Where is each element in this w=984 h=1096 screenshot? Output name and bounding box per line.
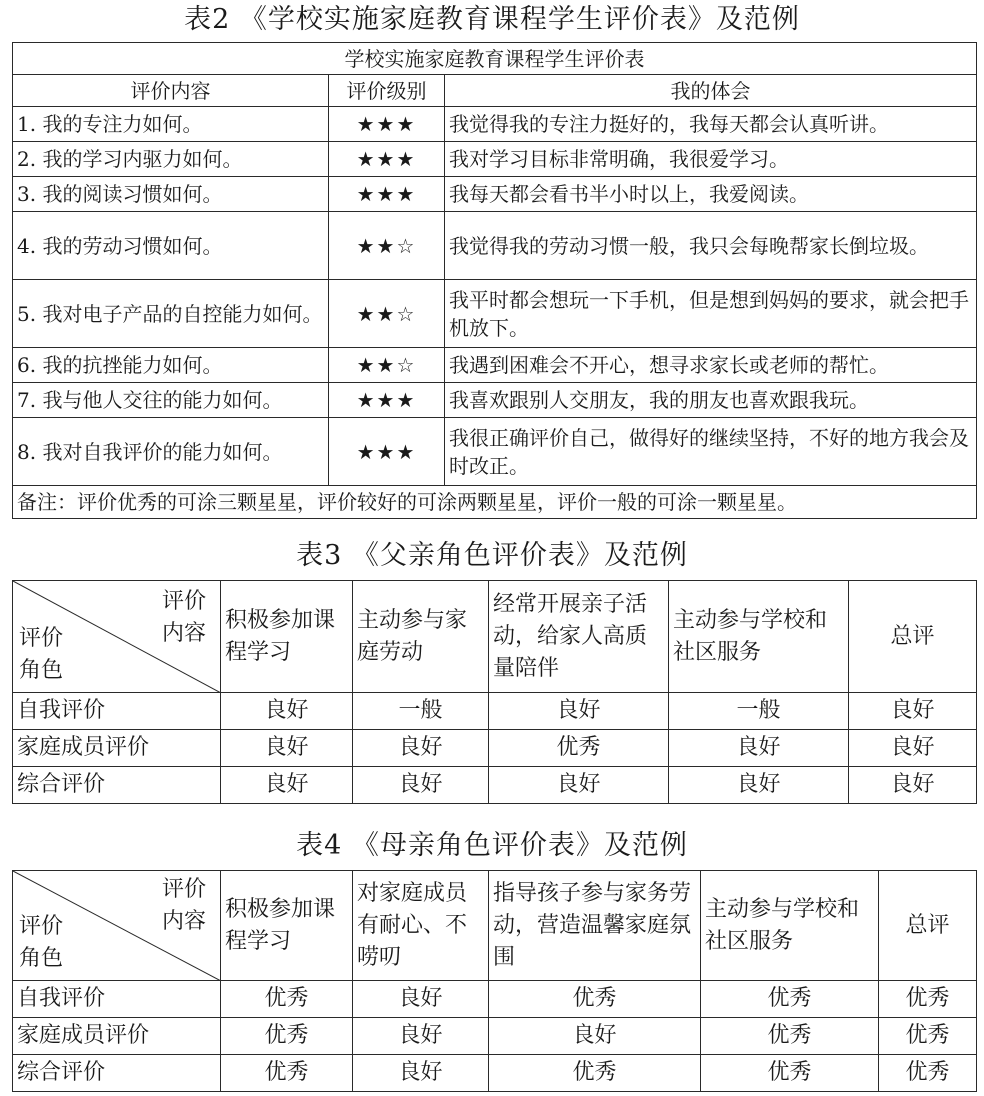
table2-note: 备注：评价优秀的可涂三颗星星，评价较好的可涂两颗星星，评价一般的可涂一颗星星。 bbox=[13, 486, 977, 519]
star-rating: ★★☆ bbox=[329, 280, 445, 348]
cell: 良好 bbox=[221, 730, 353, 767]
header-content: 评价内容 bbox=[13, 75, 329, 107]
mother-role-table bbox=[12, 870, 977, 1092]
table-row bbox=[13, 142, 977, 177]
cell: 优秀 bbox=[221, 1018, 353, 1055]
row-feeling: 我觉得我的专注力挺好的，我每天都会认真听讲。 bbox=[445, 107, 977, 142]
row-feeling: 我喜欢跟别人交朋友，我的朋友也喜欢跟我玩。 bbox=[445, 383, 977, 418]
row-content: 1. 我的专注力如何。 bbox=[13, 107, 329, 142]
corner-role: 角色 bbox=[19, 946, 64, 971]
table-row bbox=[13, 1018, 977, 1055]
header-col-3: 经常开展亲子活动，给家人高质量陪伴 bbox=[489, 581, 669, 693]
corner-eval: 评价 bbox=[19, 626, 64, 651]
star-rating: ★★★ bbox=[329, 383, 445, 418]
cell: 良好 bbox=[353, 981, 489, 1018]
table-row bbox=[13, 280, 977, 348]
row-feeling: 我每天都会看书半小时以上，我爱阅读。 bbox=[445, 177, 977, 212]
cell: 优秀 bbox=[879, 1055, 977, 1092]
row-role: 自我评价 bbox=[13, 981, 221, 1018]
table-row bbox=[13, 383, 977, 418]
table-row bbox=[13, 981, 977, 1018]
row-role: 综合评价 bbox=[13, 767, 221, 804]
table-row bbox=[13, 107, 977, 142]
header-col-1: 积极参加课程学习 bbox=[221, 581, 353, 693]
cell: 良好 bbox=[353, 1018, 489, 1055]
corner-content: 内容 bbox=[161, 909, 206, 934]
cell: 优秀 bbox=[221, 1055, 353, 1092]
table-row bbox=[13, 418, 977, 486]
cell: 优秀 bbox=[701, 1018, 879, 1055]
cell: 良好 bbox=[489, 1018, 701, 1055]
header-col-4: 主动参与学校和社区服务 bbox=[669, 581, 849, 693]
cell: 良好 bbox=[489, 767, 669, 804]
cell: 优秀 bbox=[701, 1055, 879, 1092]
cell: 良好 bbox=[221, 693, 353, 730]
table3-caption: 表3 《父亲角色评价表》及范例 bbox=[296, 540, 688, 571]
corner-role: 角色 bbox=[19, 658, 64, 683]
table4-caption: 表4 《母亲角色评价表》及范例 bbox=[296, 830, 688, 861]
row-content: 7. 我与他人交往的能力如何。 bbox=[13, 383, 329, 418]
cell: 优秀 bbox=[701, 981, 879, 1018]
cell: 良好 bbox=[353, 767, 489, 804]
cell: 良好 bbox=[353, 1055, 489, 1092]
star-rating: ★★★ bbox=[329, 177, 445, 212]
cell: 优秀 bbox=[489, 1055, 701, 1092]
star-rating: ★★☆ bbox=[329, 212, 445, 280]
cell: 一般 bbox=[669, 693, 849, 730]
header-col-2: 对家庭成员有耐心、不唠叨 bbox=[353, 871, 489, 981]
star-rating: ★★☆ bbox=[329, 348, 445, 383]
table-row bbox=[13, 767, 977, 804]
row-content: 2. 我的学习内驱力如何。 bbox=[13, 142, 329, 177]
header-col-4: 主动参与学校和社区服务 bbox=[701, 871, 879, 981]
header-col-2: 主动参与家庭劳动 bbox=[353, 581, 489, 693]
star-rating: ★★★ bbox=[329, 418, 445, 486]
table-row bbox=[13, 693, 977, 730]
cell: 优秀 bbox=[879, 1018, 977, 1055]
cell: 优秀 bbox=[879, 981, 977, 1018]
cell: 优秀 bbox=[489, 981, 701, 1018]
cell: 良好 bbox=[849, 767, 977, 804]
corner-top: 评价 bbox=[161, 589, 206, 614]
corner-header bbox=[13, 871, 221, 981]
row-feeling: 我平时都会想玩一下手机，但是想到妈妈的要求，就会把手机放下。 bbox=[445, 280, 977, 348]
student-evaluation-table bbox=[12, 42, 977, 519]
table2-title: 学校实施家庭教育课程学生评价表 bbox=[13, 43, 977, 75]
row-content: 3. 我的阅读习惯如何。 bbox=[13, 177, 329, 212]
star-rating: ★★★ bbox=[329, 142, 445, 177]
cell: 一般 bbox=[353, 693, 489, 730]
cell: 良好 bbox=[669, 767, 849, 804]
header-feeling: 我的体会 bbox=[445, 75, 977, 107]
header-col-1: 积极参加课程学习 bbox=[221, 871, 353, 981]
table2-caption: 表2 《学校实施家庭教育课程学生评价表》及范例 bbox=[184, 4, 800, 35]
table-row bbox=[13, 1055, 977, 1092]
row-role: 家庭成员评价 bbox=[13, 730, 221, 767]
table-row bbox=[13, 177, 977, 212]
header-col-5: 总评 bbox=[849, 581, 977, 693]
row-content: 5. 我对电子产品的自控能力如何。 bbox=[13, 280, 329, 348]
cell: 良好 bbox=[849, 730, 977, 767]
row-content: 6. 我的抗挫能力如何。 bbox=[13, 348, 329, 383]
corner-header bbox=[13, 581, 221, 693]
row-feeling: 我很正确评价自己，做得好的继续坚持，不好的地方我会及时改正。 bbox=[445, 418, 977, 486]
corner-content: 内容 bbox=[161, 621, 206, 646]
corner-eval: 评价 bbox=[19, 914, 64, 939]
row-role: 综合评价 bbox=[13, 1055, 221, 1092]
cell: 优秀 bbox=[221, 981, 353, 1018]
row-content: 8. 我对自我评价的能力如何。 bbox=[13, 418, 329, 486]
row-feeling: 我觉得我的劳动习惯一般，我只会每晚帮家长倒垃圾。 bbox=[445, 212, 977, 280]
cell: 良好 bbox=[353, 730, 489, 767]
row-content: 4. 我的劳动习惯如何。 bbox=[13, 212, 329, 280]
row-feeling: 我遇到困难会不开心，想寻求家长或老师的帮忙。 bbox=[445, 348, 977, 383]
cell: 良好 bbox=[669, 730, 849, 767]
header-col-5: 总评 bbox=[879, 871, 977, 981]
table-row bbox=[13, 730, 977, 767]
table-row bbox=[13, 348, 977, 383]
cell: 良好 bbox=[489, 693, 669, 730]
cell: 优秀 bbox=[489, 730, 669, 767]
father-role-table bbox=[12, 580, 977, 804]
cell: 良好 bbox=[221, 767, 353, 804]
star-rating: ★★★ bbox=[329, 107, 445, 142]
header-col-3: 指导孩子参与家务劳动，营造温馨家庭氛围 bbox=[489, 871, 701, 981]
cell: 良好 bbox=[849, 693, 977, 730]
corner-top: 评价 bbox=[161, 877, 206, 902]
row-role: 家庭成员评价 bbox=[13, 1018, 221, 1055]
row-feeling: 我对学习目标非常明确，我很爱学习。 bbox=[445, 142, 977, 177]
row-role: 自我评价 bbox=[13, 693, 221, 730]
header-level: 评价级别 bbox=[329, 75, 445, 107]
table-row bbox=[13, 212, 977, 280]
